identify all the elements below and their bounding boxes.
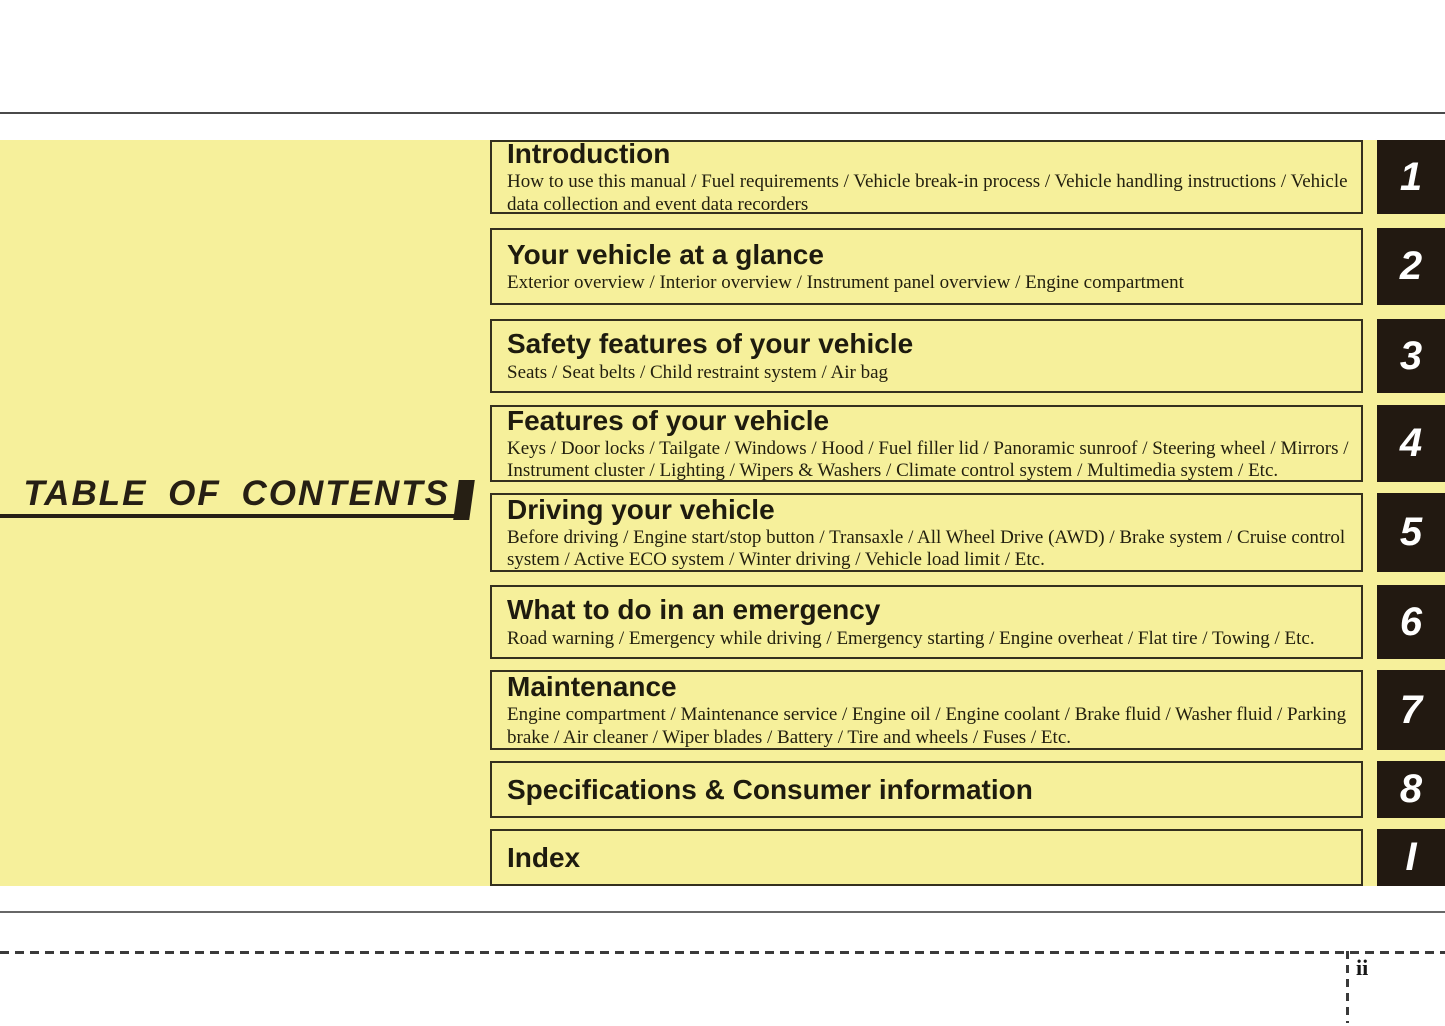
dashed-crop-rule-horizontal [0,951,1445,954]
section-title: Specifications & Consumer information [507,773,1033,805]
toc-section-specifications[interactable] [490,761,1363,818]
chapter-tab-2[interactable]: 2 [1377,228,1445,305]
section-title: Your vehicle at a glance [507,238,824,270]
toc-section-features[interactable] [490,405,1363,482]
toc-section-emergency[interactable] [490,585,1363,659]
toc-section-vehicle-at-a-glance[interactable] [490,228,1363,305]
section-title: Safety features of your vehicle [507,328,914,360]
section-subtitle: Seats / Seat belts / Child restraint system / Air bag [507,361,889,383]
chapter-tab-1[interactable]: 1 [1377,140,1445,214]
section-title: Maintenance [507,671,677,703]
chapter-tab-3[interactable]: 3 [1377,319,1445,393]
toc-section-introduction[interactable] [490,140,1363,214]
section-title: Introduction [507,138,671,170]
table-of-contents-banner: TABLE OF CONTENTS [23,474,450,513]
dashed-crop-rule-vertical [1346,951,1349,1023]
top-divider-rule [0,112,1445,114]
section-subtitle: Keys / Door locks / Tailgate / Windows / Hood / Fuel filler lid / Panoramic sunroof / Steering wheel / Mirrors / Instrument cluster / Lighting / Wipers & Washers / Climate control system / Multimedia system / Etc. [507,437,1349,482]
banner-underline [0,514,457,518]
bottom-divider-rule [0,911,1445,913]
chapter-tab-4[interactable]: 4 [1377,405,1445,482]
page-number: ii [1356,955,1369,980]
section-subtitle: Road warning / Emergency while driving / Emergency starting / Engine overheat / Flat tire / Towing / Etc. [507,627,1315,649]
toc-section-index[interactable] [490,829,1363,886]
section-subtitle: How to use this manual / Fuel requirements / Vehicle break-in process / Vehicle handling instructions / Vehicle data collection and event data recorders [507,171,1348,215]
section-title: Index [507,841,581,873]
toc-section-driving[interactable] [490,493,1363,572]
section-subtitle: Exterior overview / Interior overview / Instrument panel overview / Engine compartment [507,272,1184,294]
chapter-tab-index[interactable]: I [1377,829,1445,886]
section-title: Driving your vehicle [507,493,775,525]
toc-section-maintenance[interactable] [490,670,1363,750]
chapter-tab-5[interactable]: 5 [1377,493,1445,572]
section-title: What to do in an emergency [507,594,881,626]
section-title: Features of your vehicle [507,404,830,436]
chapter-tab-6[interactable]: 6 [1377,585,1445,659]
section-subtitle: Engine compartment / Maintenance service / Engine oil / Engine coolant / Brake fluid / Washer fluid / Parking brake / Air cleaner / Wiper blades / Battery / Tire and wheels / Fuses / Etc. [507,704,1347,748]
chapter-tab-8[interactable]: 8 [1377,761,1445,818]
toc-section-safety-features[interactable] [490,319,1363,393]
section-subtitle: Before driving / Engine start/stop button / Transaxle / All Wheel Drive (AWD) / Brake system / Cruise control system / Active ECO system / Winter driving / Vehicle load limit / Etc. [507,526,1346,571]
chapter-tab-7[interactable]: 7 [1377,670,1445,750]
